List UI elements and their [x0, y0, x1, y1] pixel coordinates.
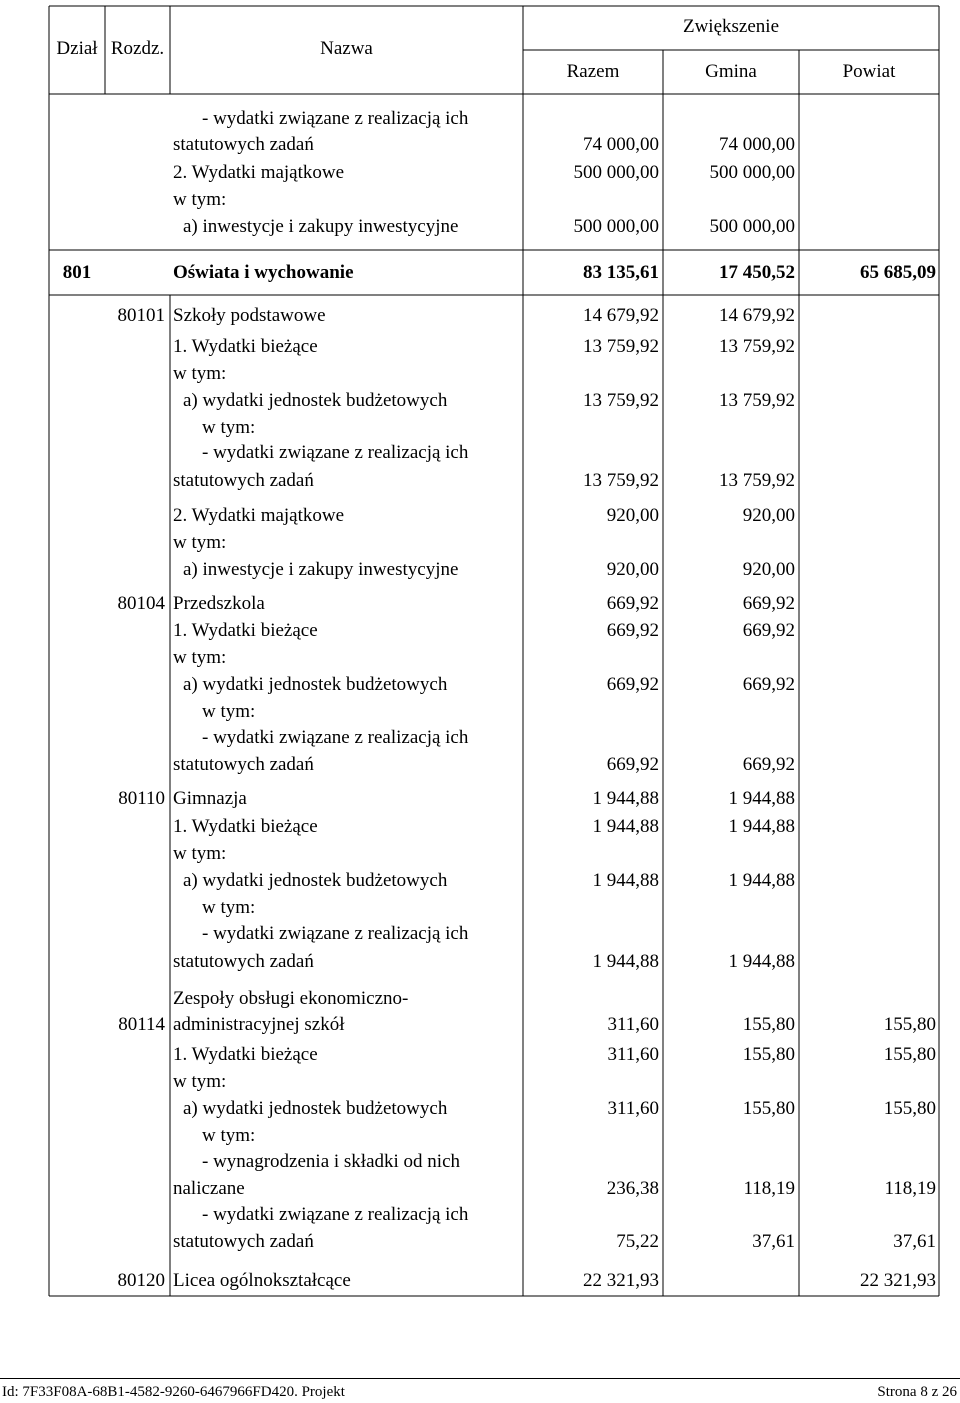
gmina-value: 74 000,00	[719, 134, 795, 155]
header-zwiekszenie: Zwiększenie	[682, 16, 779, 37]
gmina-value: 155,80	[742, 1044, 795, 1065]
page-number: Strona 8 z 26	[877, 1384, 957, 1400]
razem-value: 74 000,00	[583, 134, 659, 155]
gmina-value: 17 450,52	[719, 262, 795, 283]
gmina-value: 118,19	[743, 1178, 795, 1199]
row-label: a) wydatki jednostek budżetowych	[183, 870, 448, 891]
powiat-value: 37,61	[893, 1231, 936, 1252]
razem-value: 311,60	[607, 1098, 659, 1119]
razem-value: 500 000,00	[573, 162, 659, 183]
row-label: a) inwestycje i zakupy inwestycyjne	[183, 559, 459, 580]
razem-value: 13 759,92	[583, 470, 659, 491]
gmina-value: 920,00	[742, 505, 795, 526]
row-label: w tym:	[173, 1071, 227, 1092]
razem-value: 1 944,88	[592, 870, 659, 891]
header-powiat: Powiat	[842, 61, 896, 82]
razem-value: 13 759,92	[583, 390, 659, 411]
gmina-value: 1 944,88	[728, 816, 795, 837]
row-label: 1. Wydatki bieżące	[173, 816, 318, 837]
row-label: 2. Wydatki majątkowe	[173, 505, 345, 526]
razem-value: 1 944,88	[592, 816, 659, 837]
row-label: a) wydatki jednostek budżetowych	[183, 390, 448, 411]
row-label: a) wydatki jednostek budżetowych	[183, 1098, 448, 1119]
row-label: statutowych zadań	[173, 951, 314, 972]
razem-value: 83 135,61	[583, 262, 659, 283]
powiat-value: 118,19	[884, 1178, 936, 1199]
rozdzial-cell: 80120	[117, 1270, 165, 1291]
powiat-value: 155,80	[883, 1044, 936, 1065]
row-label: statutowych zadań	[173, 470, 314, 491]
row-label: Licea ogólnokształcące	[173, 1270, 351, 1291]
gmina-value: 14 679,92	[719, 305, 795, 326]
razem-value: 311,60	[607, 1014, 659, 1035]
gmina-value: 155,80	[742, 1014, 795, 1035]
razem-value: 669,92	[606, 674, 659, 695]
razem-value: 500 000,00	[573, 216, 659, 237]
rozdzial-cell: 80104	[117, 593, 165, 614]
gmina-value: 13 759,92	[719, 470, 795, 491]
row-label: w tym:	[173, 189, 227, 210]
gmina-value: 1 944,88	[728, 788, 795, 809]
razem-value: 22 321,93	[583, 1270, 659, 1291]
razem-value: 75,22	[616, 1231, 659, 1252]
gmina-value: 500 000,00	[709, 216, 795, 237]
gmina-value: 37,61	[752, 1231, 795, 1252]
header-gmina: Gmina	[705, 61, 757, 82]
row-label: - wydatki związane z realizacją ich	[202, 108, 469, 129]
row-label: w tym:	[173, 647, 227, 668]
gmina-value: 500 000,00	[709, 162, 795, 183]
row-label: w tym:	[173, 843, 227, 864]
powiat-value: 22 321,93	[860, 1270, 936, 1291]
gmina-value: 1 944,88	[728, 951, 795, 972]
razem-value: 669,92	[606, 620, 659, 641]
razem-value: 236,38	[606, 1178, 659, 1199]
row-label: w tym:	[173, 363, 227, 384]
row-label: - wydatki związane z realizacją ich	[202, 442, 469, 463]
gmina-value: 669,92	[742, 754, 795, 775]
header-dzial: Dział	[56, 38, 98, 59]
rozdzial-cell: 80114	[118, 1014, 165, 1035]
powiat-value: 65 685,09	[860, 262, 936, 283]
row-label: statutowych zadań	[173, 1231, 314, 1252]
row-label: administracyjnej szkół	[173, 1014, 345, 1035]
row-label: Szkoły podstawowe	[173, 305, 326, 326]
row-label: a) inwestycje i zakupy inwestycyjne	[183, 216, 459, 237]
row-label: - wydatki związane z realizacją ich	[202, 923, 469, 944]
row-label: - wydatki związane z realizacją ich	[202, 1204, 469, 1225]
header-rozdz: Rozdz.	[110, 38, 165, 59]
row-label: 1. Wydatki bieżące	[173, 336, 318, 357]
razem-value: 669,92	[606, 754, 659, 775]
razem-value: 669,92	[606, 593, 659, 614]
row-label: w tym:	[202, 897, 256, 918]
row-label: - wynagrodzenia i składki od nich	[202, 1151, 461, 1172]
gmina-value: 155,80	[742, 1098, 795, 1119]
rozdzial-cell: 80101	[117, 305, 165, 326]
row-label: w tym:	[202, 701, 256, 722]
row-label: Zespoły obsługi ekonomiczno-	[173, 988, 409, 1009]
page-footer	[0, 1378, 960, 1401]
gmina-value: 669,92	[742, 620, 795, 641]
gmina-value: 1 944,88	[728, 870, 795, 891]
row-label: Gimnazja	[173, 788, 247, 809]
rozdzial-cell: 80110	[118, 788, 165, 809]
razem-value: 920,00	[606, 559, 659, 580]
razem-value: 14 679,92	[583, 305, 659, 326]
row-label: Oświata i wychowanie	[173, 262, 354, 283]
row-label: 1. Wydatki bieżące	[173, 1044, 318, 1065]
row-label: Przedszkola	[173, 593, 265, 614]
razem-value: 920,00	[606, 505, 659, 526]
razem-value: 13 759,92	[583, 336, 659, 357]
razem-value: 311,60	[607, 1044, 659, 1065]
gmina-value: 920,00	[742, 559, 795, 580]
document-id: Id: 7F33F08A-68B1-4582-9260-6467966FD420. Projekt	[2, 1384, 345, 1400]
row-label: 1. Wydatki bieżące	[173, 620, 318, 641]
row-label: w tym:	[202, 417, 256, 438]
dzial-cell: 801	[62, 262, 92, 283]
row-label: - wydatki związane z realizacją ich	[202, 727, 469, 748]
gmina-value: 669,92	[742, 674, 795, 695]
gmina-value: 13 759,92	[719, 336, 795, 357]
row-label: w tym:	[202, 1125, 256, 1146]
razem-value: 1 944,88	[592, 788, 659, 809]
header-nazwa: Nazwa	[320, 38, 373, 59]
gmina-value: 669,92	[742, 593, 795, 614]
row-label: 2. Wydatki majątkowe	[173, 162, 345, 183]
razem-value: 1 944,88	[592, 951, 659, 972]
header-razem: Razem	[566, 61, 620, 82]
gmina-value: 13 759,92	[719, 390, 795, 411]
row-label: a) wydatki jednostek budżetowych	[183, 674, 448, 695]
row-label: statutowych zadań	[173, 134, 314, 155]
powiat-value: 155,80	[883, 1014, 936, 1035]
row-label: statutowych zadań	[173, 754, 314, 775]
powiat-value: 155,80	[883, 1098, 936, 1119]
row-label: naliczane	[173, 1178, 245, 1199]
row-label: w tym:	[173, 532, 227, 553]
